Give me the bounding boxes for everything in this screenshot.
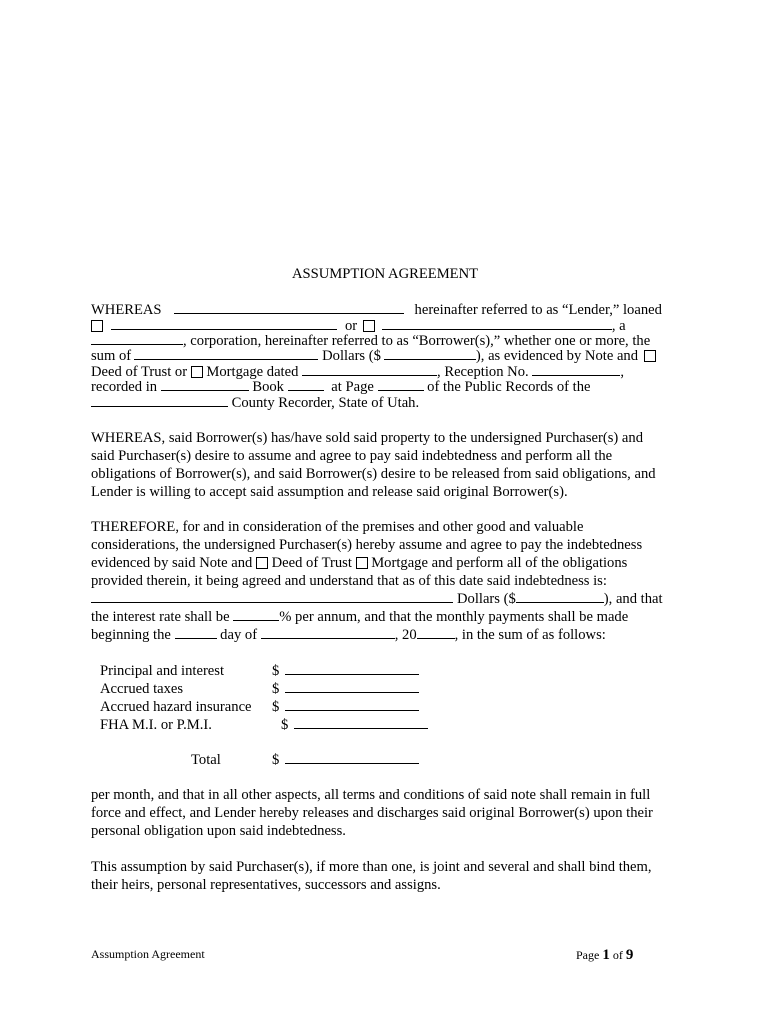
p1-line-3: , corporation, hereinafter referred to as “Borrower(s),” whether one or more, the <box>91 332 650 348</box>
payment-row-insurance: $ <box>272 698 419 716</box>
document-title: ASSUMPTION AGREEMENT <box>291 266 479 282</box>
principal-amount-field[interactable] <box>285 662 419 675</box>
per-month-paragraph: per month, and that in all other aspects, all terms and conditions of said note shall remain in full force and effect, and Lender hereby releases and discharges said original Borrower(s) upon their personal obligation upon said indebtedness. <box>91 787 653 839</box>
reception-number-field[interactable] <box>532 363 620 376</box>
p3-line-1: THEREFORE, for and in consideration of the premises and other good and valuable <box>91 519 584 535</box>
p1-line-5: Deed of Trust or Mortgage dated , Reception No. , <box>91 364 624 380</box>
payment-label-insurance: Accrued hazard insurance <box>100 699 252 715</box>
deed-of-trust-checkbox[interactable] <box>191 366 203 378</box>
beginning-year-field[interactable] <box>417 626 455 639</box>
loan-amount-words-field[interactable] <box>134 347 318 360</box>
lender-name-field[interactable] <box>174 301 404 314</box>
p3-line-3: evidenced by said Note and Deed of Trust Mortgage and perform all of the obligations <box>91 555 628 571</box>
corporation-field[interactable] <box>91 332 183 345</box>
footer-title: Assumption Agreement <box>91 947 205 961</box>
payment-label-taxes: Accrued taxes <box>100 681 184 697</box>
p1-line-6: recorded in Book at Page of the Public Records of the <box>91 379 591 395</box>
p1-line-7: County Recorder, State of Utah. <box>91 394 419 410</box>
note-and-checkbox[interactable] <box>256 557 268 569</box>
recorded-in-field[interactable] <box>161 378 249 391</box>
borrower-checkbox-2[interactable] <box>363 320 375 332</box>
taxes-amount-field[interactable] <box>285 680 419 693</box>
p3-line-5: Dollars ($ ), and that <box>91 590 663 608</box>
loan-amount-number-field[interactable] <box>384 347 476 360</box>
payment-row-fha: $ <box>281 716 428 734</box>
payment-label-principal: Principal and interest <box>100 663 225 679</box>
indebtedness-words-field[interactable] <box>91 590 453 603</box>
payment-row-taxes: $ <box>272 680 419 698</box>
whereas-borrower-paragraph: WHEREAS, said Borrower(s) has/have sold said property to the undersigned Purchaser(s) and said Purchaser(s) desire to assume and agree to pay said indebtedness and perform all the obligations of Borrower(s), and said Borrower(s) desire to be released from said obligations, and Lender is willing to accept said assumption and release said original Borrower(s). <box>91 430 656 500</box>
borrower-name-field-1[interactable] <box>111 317 337 330</box>
borrower-name-field-2[interactable] <box>382 317 612 330</box>
payment-row-total: $ <box>272 751 419 769</box>
p1-line-2: or , a <box>91 317 626 333</box>
total-amount-field[interactable] <box>285 751 419 764</box>
p1-line-1: WHEREAS hereinafter referred to as “Lender,” loaned <box>91 302 662 318</box>
p3-line-4: provided therein, it being agreed and understand that as of this date said indebtedness is: <box>91 573 607 589</box>
indebtedness-number-field[interactable] <box>516 590 604 603</box>
p1-line-4: sum of Dollars ($ ), as evidenced by Note and <box>91 347 656 363</box>
page-field[interactable] <box>378 378 424 391</box>
payment-label-fha: FHA M.I. or P.M.I. <box>100 717 212 733</box>
payment-row-principal: $ <box>272 662 419 680</box>
assumption-paragraph: This assumption by said Purchaser(s), if more than one, is joint and several and shall bind them, their heirs, personal representatives, successors and assigns. <box>91 859 652 893</box>
p3-line-7: beginning the day of , 20 , in the sum of as follows: <box>91 627 606 643</box>
borrower-checkbox-1[interactable] <box>91 320 103 332</box>
deed-of-trust-checkbox-2[interactable] <box>356 557 368 569</box>
interest-rate-field[interactable] <box>233 608 279 621</box>
county-field[interactable] <box>91 394 228 407</box>
fha-amount-field[interactable] <box>294 716 428 729</box>
note-checkbox[interactable] <box>644 350 656 362</box>
p3-line-2: considerations, the undersigned Purchaser(s) hereby assume and agree to pay the indebtedness <box>91 537 643 553</box>
beginning-day-field[interactable] <box>175 626 217 639</box>
insurance-amount-field[interactable] <box>285 698 419 711</box>
payment-label-total: Total <box>191 752 221 768</box>
beginning-month-field[interactable] <box>261 626 395 639</box>
p3-line-6: the interest rate shall be % per annum, and that the monthly payments shall be made <box>91 609 629 625</box>
mortgage-date-field[interactable] <box>302 363 437 376</box>
page-number: Page 1 of 9 <box>576 947 634 963</box>
book-field[interactable] <box>288 378 324 391</box>
